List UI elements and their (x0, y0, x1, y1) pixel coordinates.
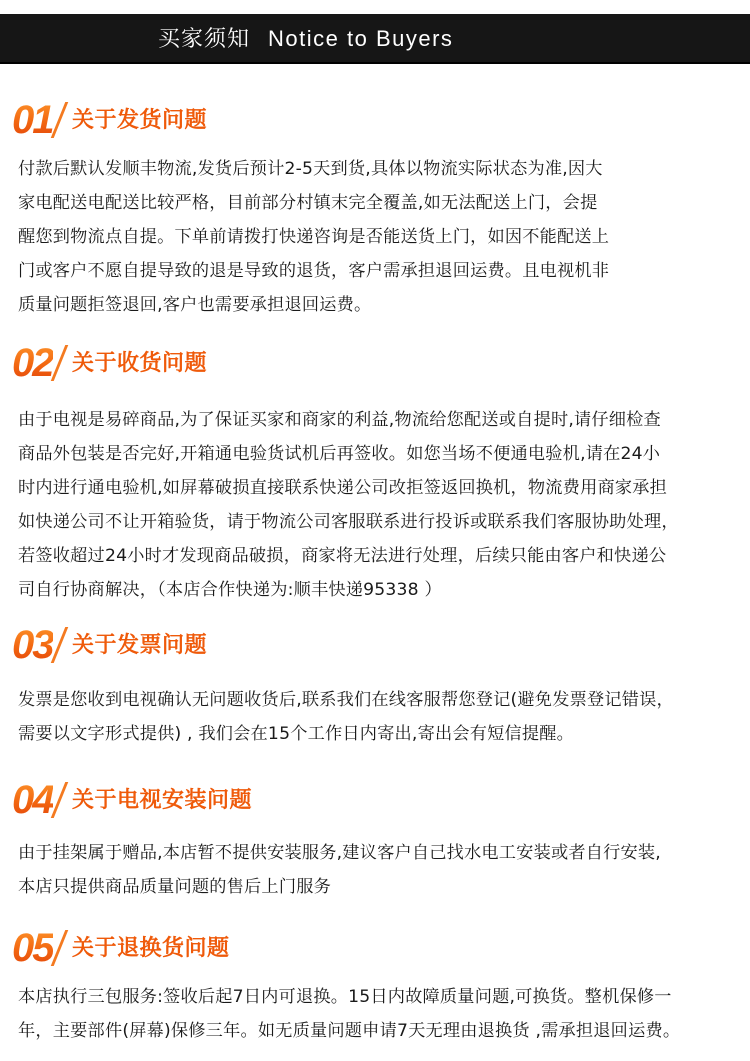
slash-divider (51, 627, 69, 663)
section-invoice (0, 621, 750, 744)
body-line: 付款后默认发顺丰物流,发货后预计2-5天到货,具体以物流实际状态为准,因大 (18, 159, 603, 179)
section-number: 05 (12, 926, 53, 970)
body-line: 质量问题拒签退回,客户也需要承担退回运费。 (18, 295, 372, 315)
body-line: 本店执行三包服务:签收后起7日内可退换。15日内故障质量问题,可换货。整机保修一 (18, 987, 672, 1007)
body-line: 家电配送电配送比较严格，目前部分村镇末完全覆盖,如无法配送上门，会提 (18, 193, 598, 213)
page-title-zh: 买家须知 (158, 27, 251, 52)
section-receiving (0, 339, 750, 600)
body-line: 由于电视是易碎商品,为了保证买家和商家的利益,物流给您配送或自提时,请仔细检查 (18, 410, 661, 430)
section-installation (0, 776, 750, 897)
section-header (0, 924, 750, 976)
slash-divider (51, 102, 69, 138)
slash-divider (51, 782, 69, 818)
body-line: 司自行协商解决，（本店合作快递为:顺丰快递95338 ） (18, 580, 442, 600)
body-line: 时内进行通电验机,如屏幕破损直接联系快递公司改拒签返回换机，物流费用商家承担 (18, 478, 668, 498)
section-body (18, 152, 744, 322)
body-line: 醒您到物流点自提。下单前请拨打快递咨询是否能送货上门，如因不能配送上 (18, 227, 610, 247)
section-body (18, 683, 744, 751)
section-header (0, 776, 750, 828)
section-title: 关于发货问题 (72, 108, 208, 133)
section-shipping (0, 96, 750, 315)
body-line: 门或客户不愿自提导致的退是导致的退货，客户需承担退回运费。且电视机非 (18, 261, 610, 281)
body-line: 本店只提供商品质量问题的售后上门服务 (18, 877, 331, 897)
section-header (0, 621, 750, 673)
section-title: 关于收货问题 (72, 351, 208, 376)
section-header (0, 339, 750, 391)
section-body (18, 980, 744, 1048)
section-header (0, 96, 750, 148)
slash-divider (51, 930, 69, 966)
body-line: 需要以文字形式提供) , 我们会在15个工作日内寄出,寄出会有短信提醒。 (18, 724, 575, 744)
page-title-en: Notice to Buyers (268, 26, 454, 51)
page-title (158, 14, 453, 64)
section-number: 03 (12, 623, 53, 667)
body-line: 若签收超过24小时才发现商品破损，商家将无法进行处理，后续只能由客户和快递公 (18, 546, 667, 566)
section-body (18, 836, 744, 904)
slash-divider (51, 345, 69, 381)
section-number: 01 (12, 98, 53, 142)
body-line: 由于挂架属于赠品,本店暂不提供安装服务,建议客户自己找水电工安装或者自行安装, (18, 843, 661, 863)
section-body (18, 403, 744, 607)
body-line: 发票是您收到电视确认无问题收货后,联系我们在线客服帮您登记(避免发票登记错误， (18, 690, 674, 710)
section-title: 关于退换货问题 (72, 936, 230, 961)
header-banner (0, 14, 750, 64)
section-returns (0, 924, 750, 1041)
section-title: 关于发票问题 (72, 633, 208, 658)
section-number: 02 (12, 341, 53, 385)
body-line: 商品外包装是否完好,开箱通电验货试机后再签收。如您当场不便通电验机,请在24小 (18, 444, 661, 464)
section-title: 关于电视安装问题 (72, 788, 253, 813)
body-line: 年，主要部件(屏幕)保修三年。如无质量问题申请7天无理由退换货 ,需承担退回运费。 (18, 1021, 681, 1041)
body-line: 如快递公司不让开箱验货，请于物流公司客服联系进行投诉或联系我们客服协助处理， (18, 512, 679, 532)
section-number: 04 (12, 778, 53, 822)
